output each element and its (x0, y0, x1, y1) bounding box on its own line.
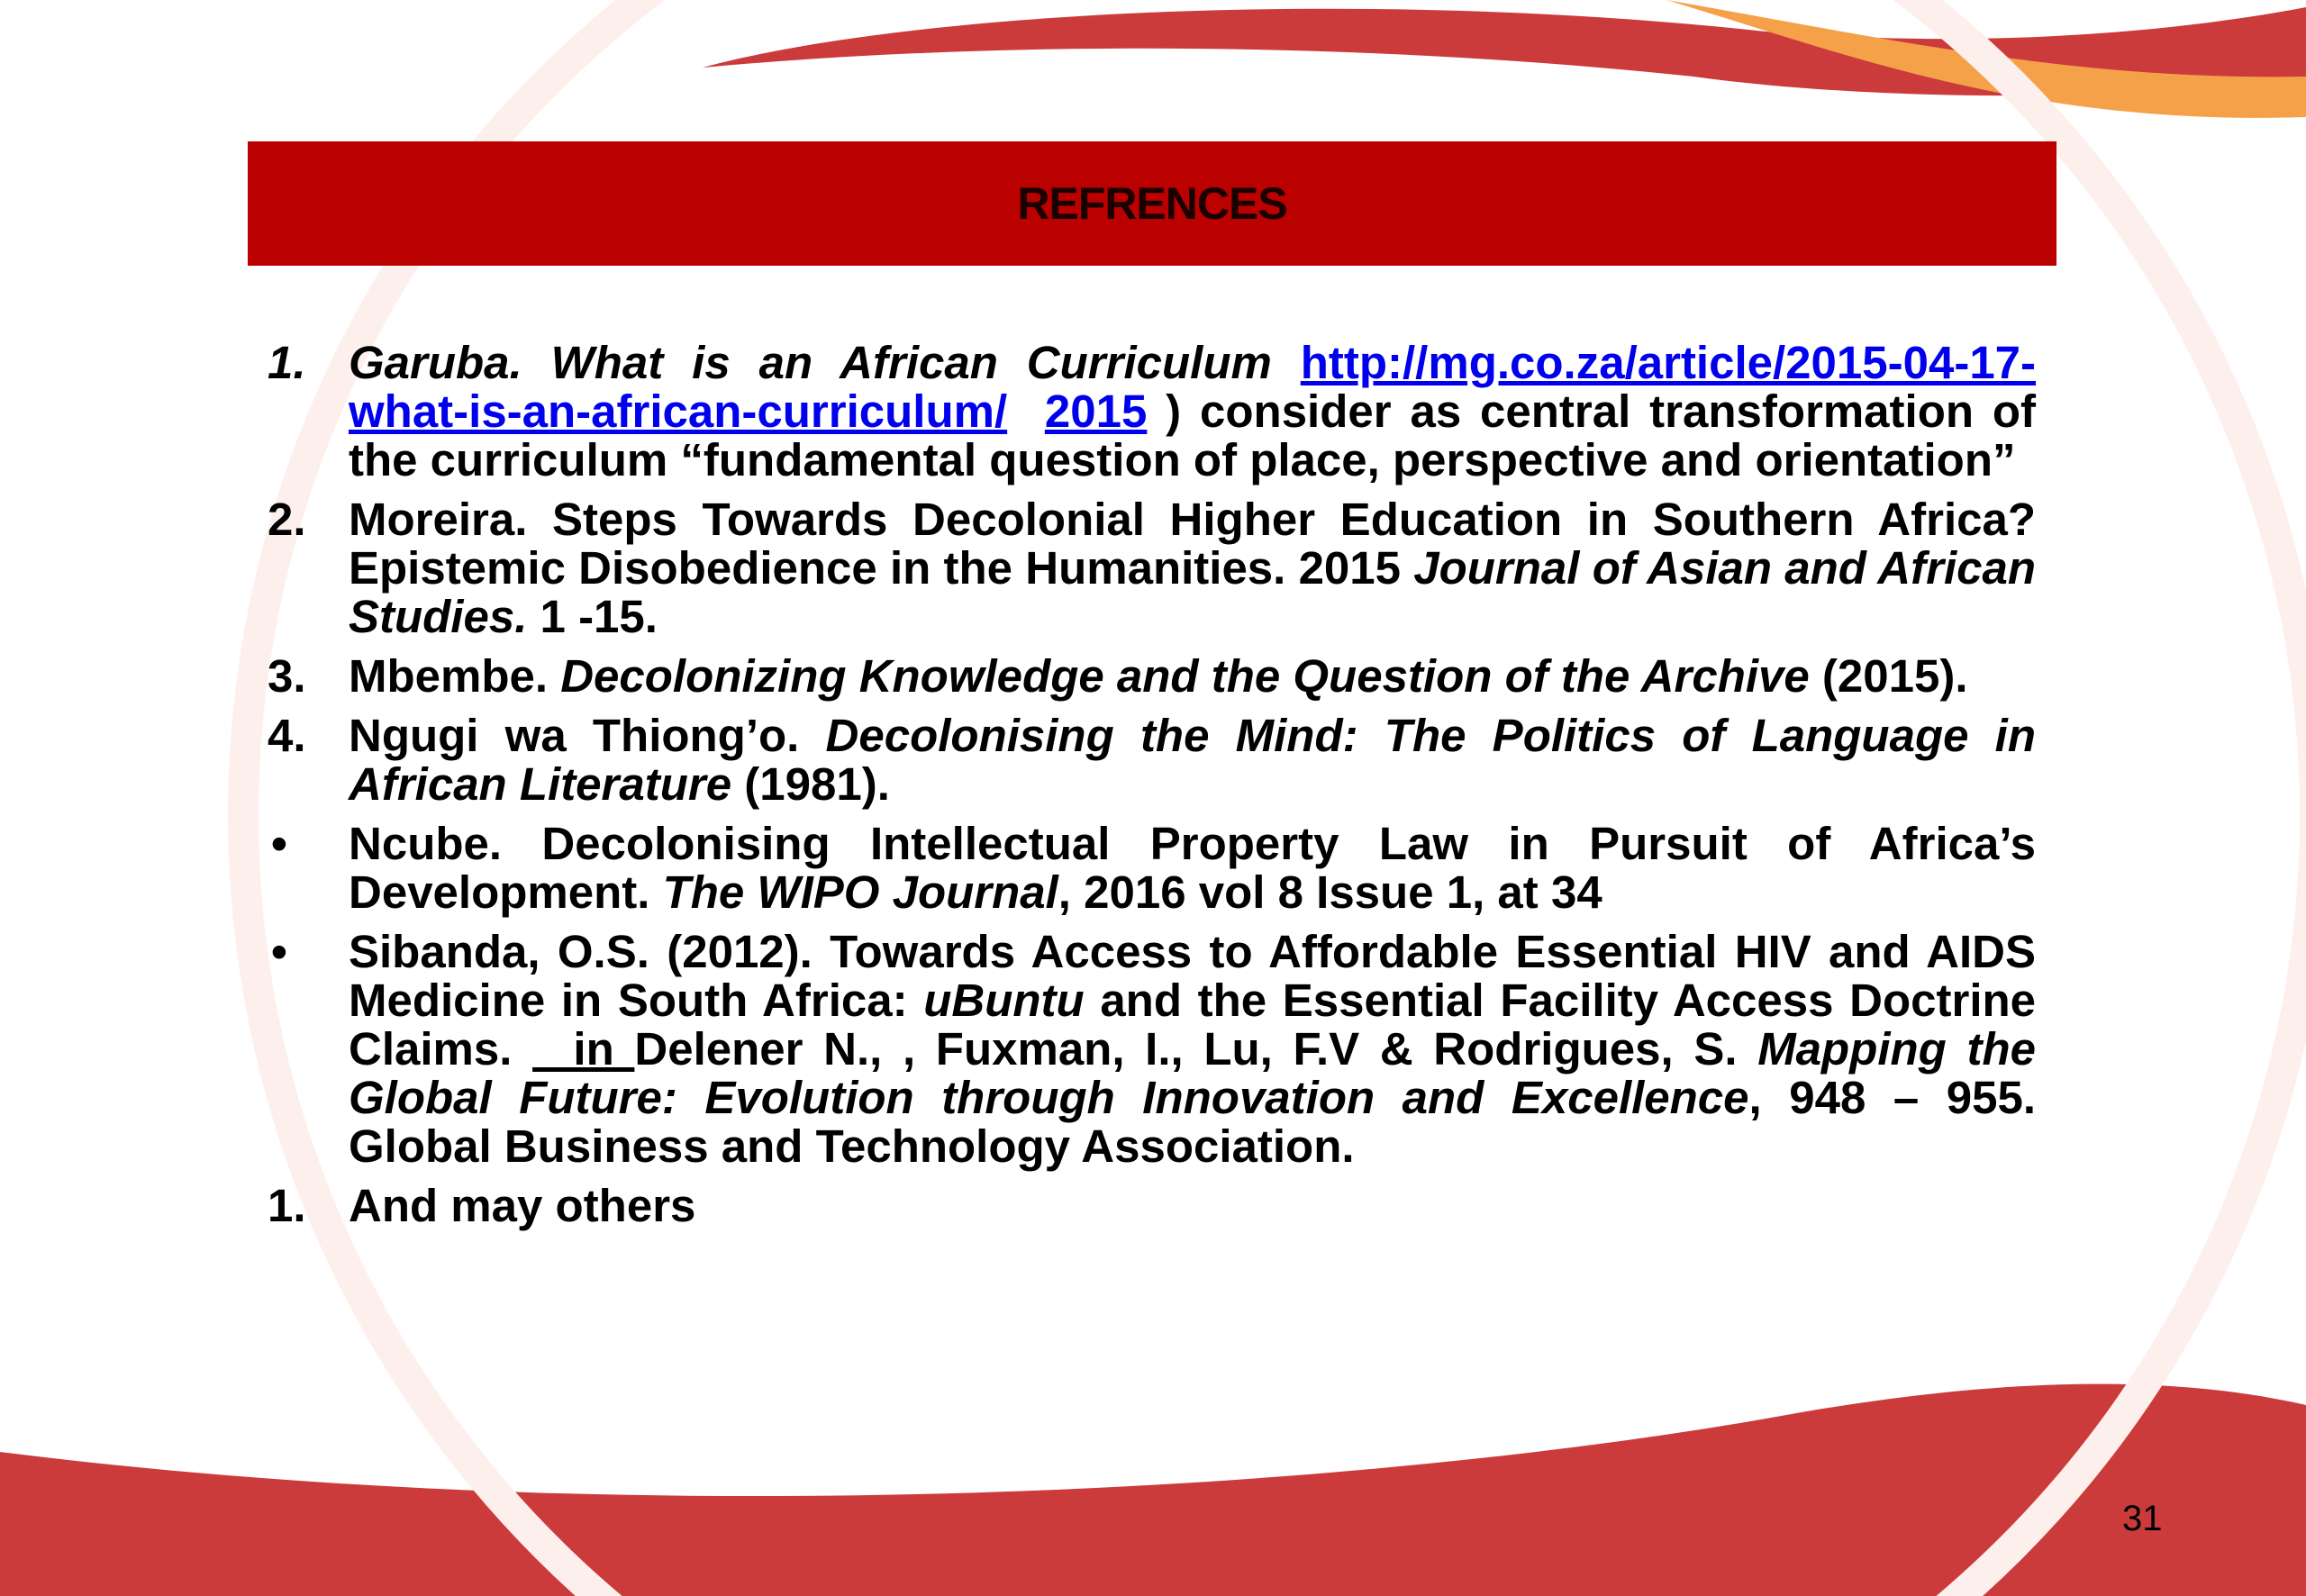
reference-list (268, 339, 2036, 1241)
reference-text: And may others (349, 1180, 696, 1231)
bullet-marker: • (271, 926, 287, 977)
reference-editors: Delener N., , Fuxman, I., Lu, F.V & Rodrigues, S. (634, 1023, 1758, 1075)
reference-text: Moreira. Steps Towards Decolonial Higher Education in Southern Africa? Epistemic Disobedience in the Humanities. 2015 (349, 494, 2036, 594)
reference-in-marker: in (532, 1023, 635, 1075)
bullet-marker: • (271, 818, 287, 869)
list-marker: 1. (268, 1180, 306, 1231)
reference-text: Sibanda, O.S. (2012). Towards Access to Affordable Essential HIV and AIDS Medicine in South Africa: (349, 926, 2036, 1026)
reference-text: (1981). (731, 758, 890, 810)
reference-text: (2015). (1809, 650, 1968, 702)
reference-item (268, 339, 2036, 485)
reference-text: , 948 – 955. Global Business and Technology Association. (349, 1072, 2036, 1172)
reference-title: Decolonizing Knowledge and the Question of the Archive (560, 650, 1810, 702)
reference-emphasis: uBuntu (923, 975, 1085, 1026)
reference-text: and the Essential Facility Access Doctrine Claims. (349, 975, 2037, 1075)
reference-item (268, 652, 2036, 701)
reference-journal: The WIPO Journal (662, 866, 1058, 918)
page-number: 31 (2122, 1499, 2163, 1538)
reference-author: Garuba. (349, 337, 551, 388)
reference-author: Mbembe. (349, 650, 561, 702)
reference-text: , 2016 vol 8 Issue 1, at 34 (1058, 866, 1602, 918)
reference-separator (1272, 337, 1301, 388)
reference-journal: Journal of Asian and African Studies. (349, 542, 2037, 642)
list-marker: 4. (268, 710, 306, 761)
title-bar (248, 141, 2056, 266)
reference-item (268, 820, 2036, 917)
reference-item (268, 495, 2036, 641)
reference-text: Ncube. Decolonising Intellectual Property Law in Pursuit of Africa’s Development. (349, 818, 2036, 918)
reference-title: What is an African Curriculum (550, 337, 1272, 388)
list-marker: 2. (268, 494, 306, 545)
reference-item (268, 1182, 2036, 1230)
list-marker: 3. (268, 650, 306, 702)
list-marker: 1. (268, 337, 306, 388)
reference-separator (1007, 385, 1045, 437)
slide-title: REFRENCES (1017, 178, 1287, 229)
reference-text: ) consider as central transformation of the curriculum “fundamental question of place, perspective and orientation” (349, 385, 2036, 485)
reference-book-title: Mapping the Global Future: Evolution through Innovation and Excellence (349, 1023, 2036, 1123)
reference-year-link[interactable]: 2015 (1044, 385, 1148, 437)
reference-text: 1 -15. (527, 591, 658, 642)
reference-item (268, 928, 2036, 1171)
reference-title: Decolonising the Mind: The Politics of Language in African Literature (349, 710, 2036, 810)
reference-item (268, 712, 2036, 809)
reference-author: Ngugi wa Thiong’o. (349, 710, 826, 761)
reference-link[interactable]: http://mg.co.za/article/2015-04-17-what-is-an-african-curriculum/ (349, 337, 2037, 437)
